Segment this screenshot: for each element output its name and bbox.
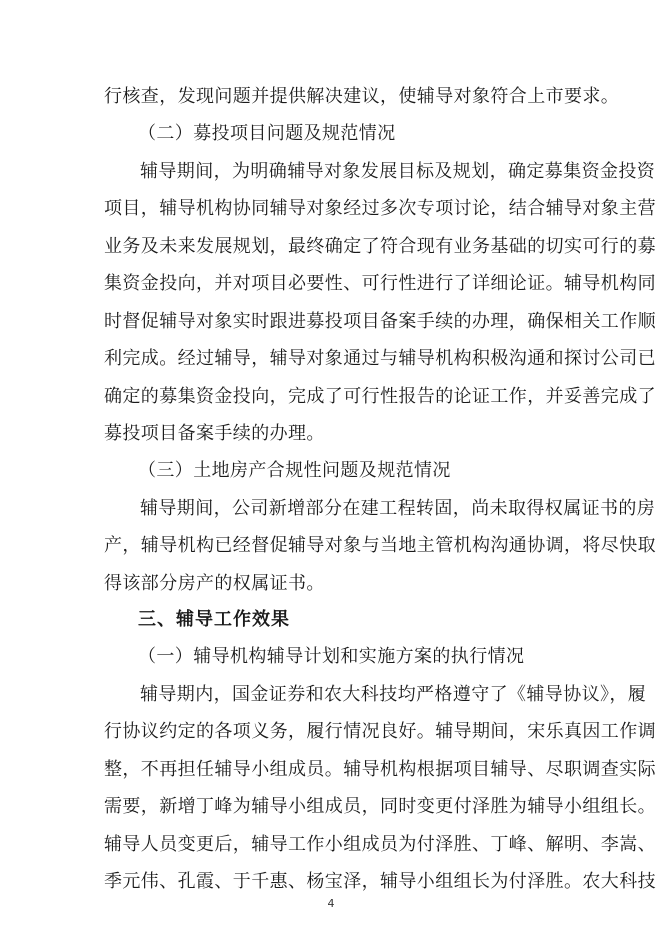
- section-heading: （一）辅导机构辅导计划和实施方案的执行情况: [138, 646, 525, 667]
- paragraph-line: 辅导期间，为明确辅导对象发展目标及规划，确定募集资金投资: [140, 161, 656, 182]
- paragraph-line: 时督促辅导对象实时跟进募投项目备案手续的办理，确保相关工作顺: [104, 311, 656, 332]
- paragraph-line: 辅导人员变更后，辅导工作小组成员为付泽胜、丁峰、解明、李嵩、: [104, 834, 656, 855]
- paragraph-line: 辅导期间，公司新增部分在建工程转固，尚未取得权属证书的房: [140, 498, 656, 519]
- paragraph-line: 行核查，发现问题并提供解决建议，使辅导对象符合上市要求。: [104, 86, 620, 107]
- paragraph-line: 集资金投向，并对项目必要性、可行性进行了详细论证。辅导机构同: [104, 273, 656, 294]
- paragraph-line: 利完成。经过辅导，辅导对象通过与辅导机构积极沟通和探讨公司已: [104, 348, 656, 369]
- paragraph-line: 募投项目备案手续的办理。: [104, 423, 325, 444]
- paragraph-line: 整，不再担任辅导小组成员。辅导机构根据项目辅导、尽职调查实际: [104, 759, 656, 780]
- paragraph-line: 辅导期内，国金证券和农大科技均严格遵守了《辅导协议》，履: [140, 684, 647, 705]
- paragraph-line: 行协议约定的各项义务，履行情况良好。辅导期间，宋乐真因工作调: [104, 721, 656, 742]
- page-number: 4: [327, 897, 335, 910]
- paragraph-line: 产，辅导机构已经督促辅导对象与当地主管机构沟通协调，将尽快取: [104, 535, 656, 556]
- chapter-heading: 三、辅导工作效果: [138, 609, 290, 630]
- paragraph-line: 项目，辅导机构协同辅导对象经过多次专项讨论，结合辅导对象主营: [104, 198, 656, 219]
- paragraph-line: 业务及未来发展规划，最终确定了符合现有业务基础的切实可行的募: [104, 236, 656, 257]
- paragraph-line: 确定的募集资金投向，完成了可行性报告的论证工作，并妥善完成了: [104, 386, 656, 407]
- paragraph-line: 季元伟、孔霞、于千惠、杨宝泽，辅导小组组长为付泽胜。农大科技: [104, 871, 656, 892]
- section-heading: （二）募投项目问题及规范情况: [138, 123, 396, 144]
- section-heading: （三）土地房产合规性问题及规范情况: [138, 460, 451, 481]
- paragraph-line: 需要，新增丁峰为辅导小组成员，同时变更付泽胜为辅导小组组长。: [104, 796, 656, 817]
- paragraph-line: 得该部分房产的权属证书。: [104, 573, 325, 594]
